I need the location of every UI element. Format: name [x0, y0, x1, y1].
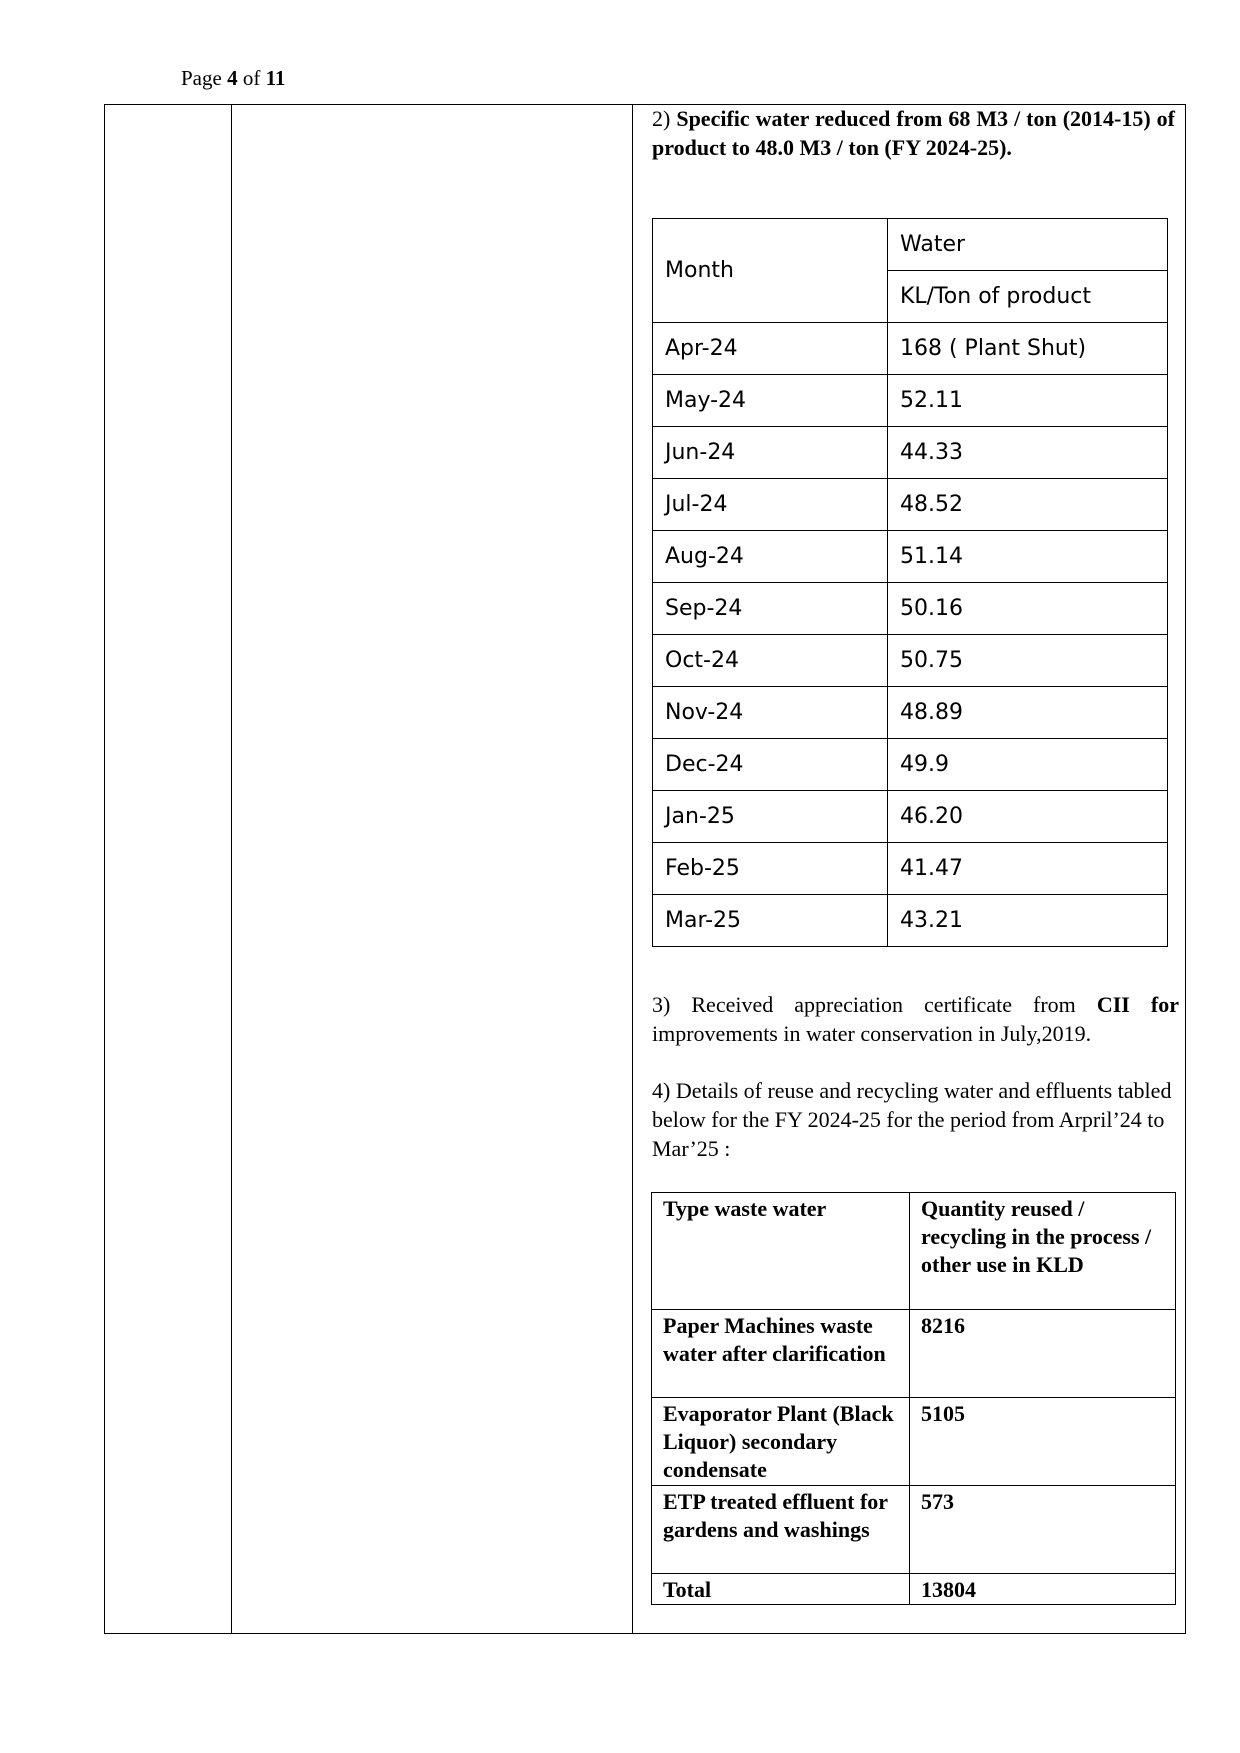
page-number: Page 4 of 11: [181, 66, 286, 90]
table-row: [653, 739, 1168, 791]
quantity-header: Quantity reused / recycling in the process / other use in KLD: [910, 1193, 1176, 1310]
month-cell: Aug-24: [653, 531, 888, 583]
water-value-cell: 49.9: [888, 739, 1168, 791]
table-row: [652, 1486, 1176, 1574]
table-row: [653, 635, 1168, 687]
column-divider-2: [632, 105, 633, 1633]
point-3-text: 3) Received appreciation certificate from CII for improvements in water conservation in July,2019.: [652, 992, 1179, 1046]
table-row: [653, 323, 1168, 375]
water-value-cell: 168 ( Plant Shut): [888, 323, 1168, 375]
water-value-cell: 52.11: [888, 375, 1168, 427]
month-header: Month: [653, 219, 888, 323]
table-row: [653, 895, 1168, 947]
total-label: Total: [652, 1574, 910, 1605]
water-value-cell: 43.21: [888, 895, 1168, 947]
waste-type-cell: Paper Machines waste water after clarification: [652, 1310, 910, 1398]
type-header: Type waste water: [652, 1193, 910, 1310]
month-cell: Dec-24: [653, 739, 888, 791]
water-header: Water: [888, 219, 1168, 271]
quantity-cell: 8216: [910, 1310, 1176, 1398]
water-value-cell: 50.16: [888, 583, 1168, 635]
month-cell: Oct-24: [653, 635, 888, 687]
table-row: [653, 791, 1168, 843]
total-value: 13804: [910, 1574, 1176, 1605]
quantity-cell: 573: [910, 1486, 1176, 1574]
table-row: [652, 1310, 1176, 1398]
month-cell: Nov-24: [653, 687, 888, 739]
column-divider-1: [231, 105, 232, 1633]
table-row: [653, 479, 1168, 531]
month-cell: Jun-24: [653, 427, 888, 479]
waste-type-cell: ETP treated effluent for gardens and washings: [652, 1486, 910, 1574]
month-cell: Apr-24: [653, 323, 888, 375]
table-row: [653, 375, 1168, 427]
table-row: [653, 843, 1168, 895]
table-header-row: [652, 1193, 1176, 1310]
water-value-cell: 41.47: [888, 843, 1168, 895]
table-row: [652, 1398, 1176, 1486]
waste-type-cell: Evaporator Plant (Black Liquor) secondary condensate: [652, 1398, 910, 1486]
month-cell: Jan-25: [653, 791, 888, 843]
total-row: [652, 1574, 1176, 1605]
quantity-cell: 5105: [910, 1398, 1176, 1486]
water-value-cell: 44.33: [888, 427, 1168, 479]
table-row: [653, 687, 1168, 739]
reuse-recycling-table: [651, 1192, 1176, 1605]
water-value-cell: 50.75: [888, 635, 1168, 687]
month-cell: Mar-25: [653, 895, 888, 947]
month-cell: Jul-24: [653, 479, 888, 531]
point-2-text: 2) Specific water reduced from 68 M3 / ton (2014-15) of product to 48.0 M3 / ton (FY 2024-25).: [652, 106, 1176, 160]
table-row: [653, 427, 1168, 479]
water-value-cell: 46.20: [888, 791, 1168, 843]
water-value-cell: 48.52: [888, 479, 1168, 531]
table-row: [653, 583, 1168, 635]
table-row: [653, 531, 1168, 583]
month-cell: Sep-24: [653, 583, 888, 635]
point-4-text: 4) Details of reuse and recycling water and effluents tabled below for the FY 2024-25 for the period from Arpril’24 to Mar’25 :: [652, 1078, 1172, 1161]
table-header-row: [653, 219, 1168, 271]
month-cell: May-24: [653, 375, 888, 427]
month-cell: Feb-25: [653, 843, 888, 895]
water-value-cell: 48.89: [888, 687, 1168, 739]
water-value-cell: 51.14: [888, 531, 1168, 583]
unit-header: KL/Ton of product: [888, 271, 1168, 323]
specific-water-table: [652, 218, 1168, 947]
